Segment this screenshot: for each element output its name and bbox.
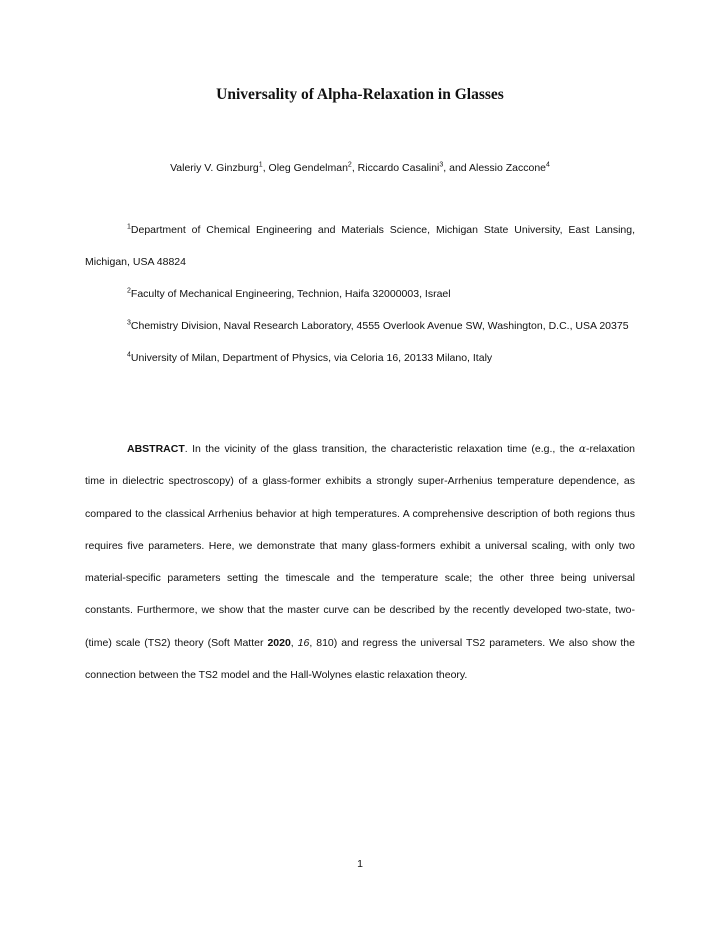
author-list: [0, 162, 720, 174]
abstract-paragraph: [85, 433, 635, 691]
affiliation: [85, 342, 635, 374]
affiliation-mark: 1: [127, 223, 131, 231]
affiliation: [85, 310, 635, 342]
author-affiliation-mark: 1: [258, 161, 263, 169]
abstract-label: ABSTRACT: [127, 443, 185, 455]
author-affiliation-mark: 2: [347, 161, 352, 169]
affiliation-text: University of Milan, Department of Physics, via Celoria 16, 20133 Milano, Italy: [130, 352, 493, 364]
author-affiliation-mark: 3: [439, 161, 444, 169]
author-name: Riccardo Casalini: [357, 162, 440, 174]
author-separator: ,: [262, 162, 269, 174]
affiliation-block: [85, 214, 635, 374]
author-name: Valeriy V. Ginzburg: [170, 162, 259, 174]
author-name: Oleg Gendelman: [268, 162, 348, 174]
abstract-text: -relaxation time in dielectric spectroscopy) of a glass-former exhibits a strongly super-Arrhenius temperature dependence, as compared to the classical Arrhenius behavior at high temperatures. A comprehensive description of both regions thus requires five parameters. Here, we demonstrate that many glass-formers exhibit a universal scaling, with only two material-specific parameters setting the timescale and the temperature scale; the other three being universal constants. Furthermore, we show that the master curve can be described by the recently developed two-state, two-(time) scale (TS2) theory (Soft Matter: [85, 443, 635, 649]
affiliation-text: Department of Chemical Engineering and Materials Science, Michigan State University, East Lansing, Michigan, USA 48824: [85, 224, 635, 268]
alpha-symbol: α: [578, 443, 586, 455]
abstract-text: ,: [290, 636, 298, 649]
abstract-text: . In the vicinity of the glass transition, the characteristic relaxation time (e.g., the: [184, 443, 579, 455]
abstract-text: , 810) and regress the universal TS2 parameters. We also show the connection between the TS2 model and the Hall-Wolynes elastic relaxation theory.: [85, 636, 635, 682]
affiliation-text: Chemistry Division, Naval Research Laboratory, 4555 Overlook Avenue SW, Washington, D.C., USA 20375: [130, 320, 629, 332]
author-separator: ,: [351, 162, 358, 174]
paper-title: Universality of Alpha-Relaxation in Glasses: [216, 86, 504, 103]
affiliation-mark: 3: [127, 319, 131, 327]
affiliation-mark: 4: [127, 351, 131, 359]
author-affiliation-mark: 4: [546, 161, 550, 169]
affiliation: [85, 278, 635, 310]
citation-year: 2020: [267, 636, 291, 649]
affiliation-text: Faculty of Mechanical Engineering, Technion, Haifa 32000003, Israel: [130, 288, 451, 300]
affiliation: [85, 214, 635, 278]
author-separator: , and: [443, 162, 469, 174]
author-name: Alessio Zaccone: [468, 162, 547, 174]
citation-volume: 16: [297, 636, 310, 649]
affiliation-mark: 2: [127, 287, 131, 295]
page-number: 1: [357, 858, 363, 870]
